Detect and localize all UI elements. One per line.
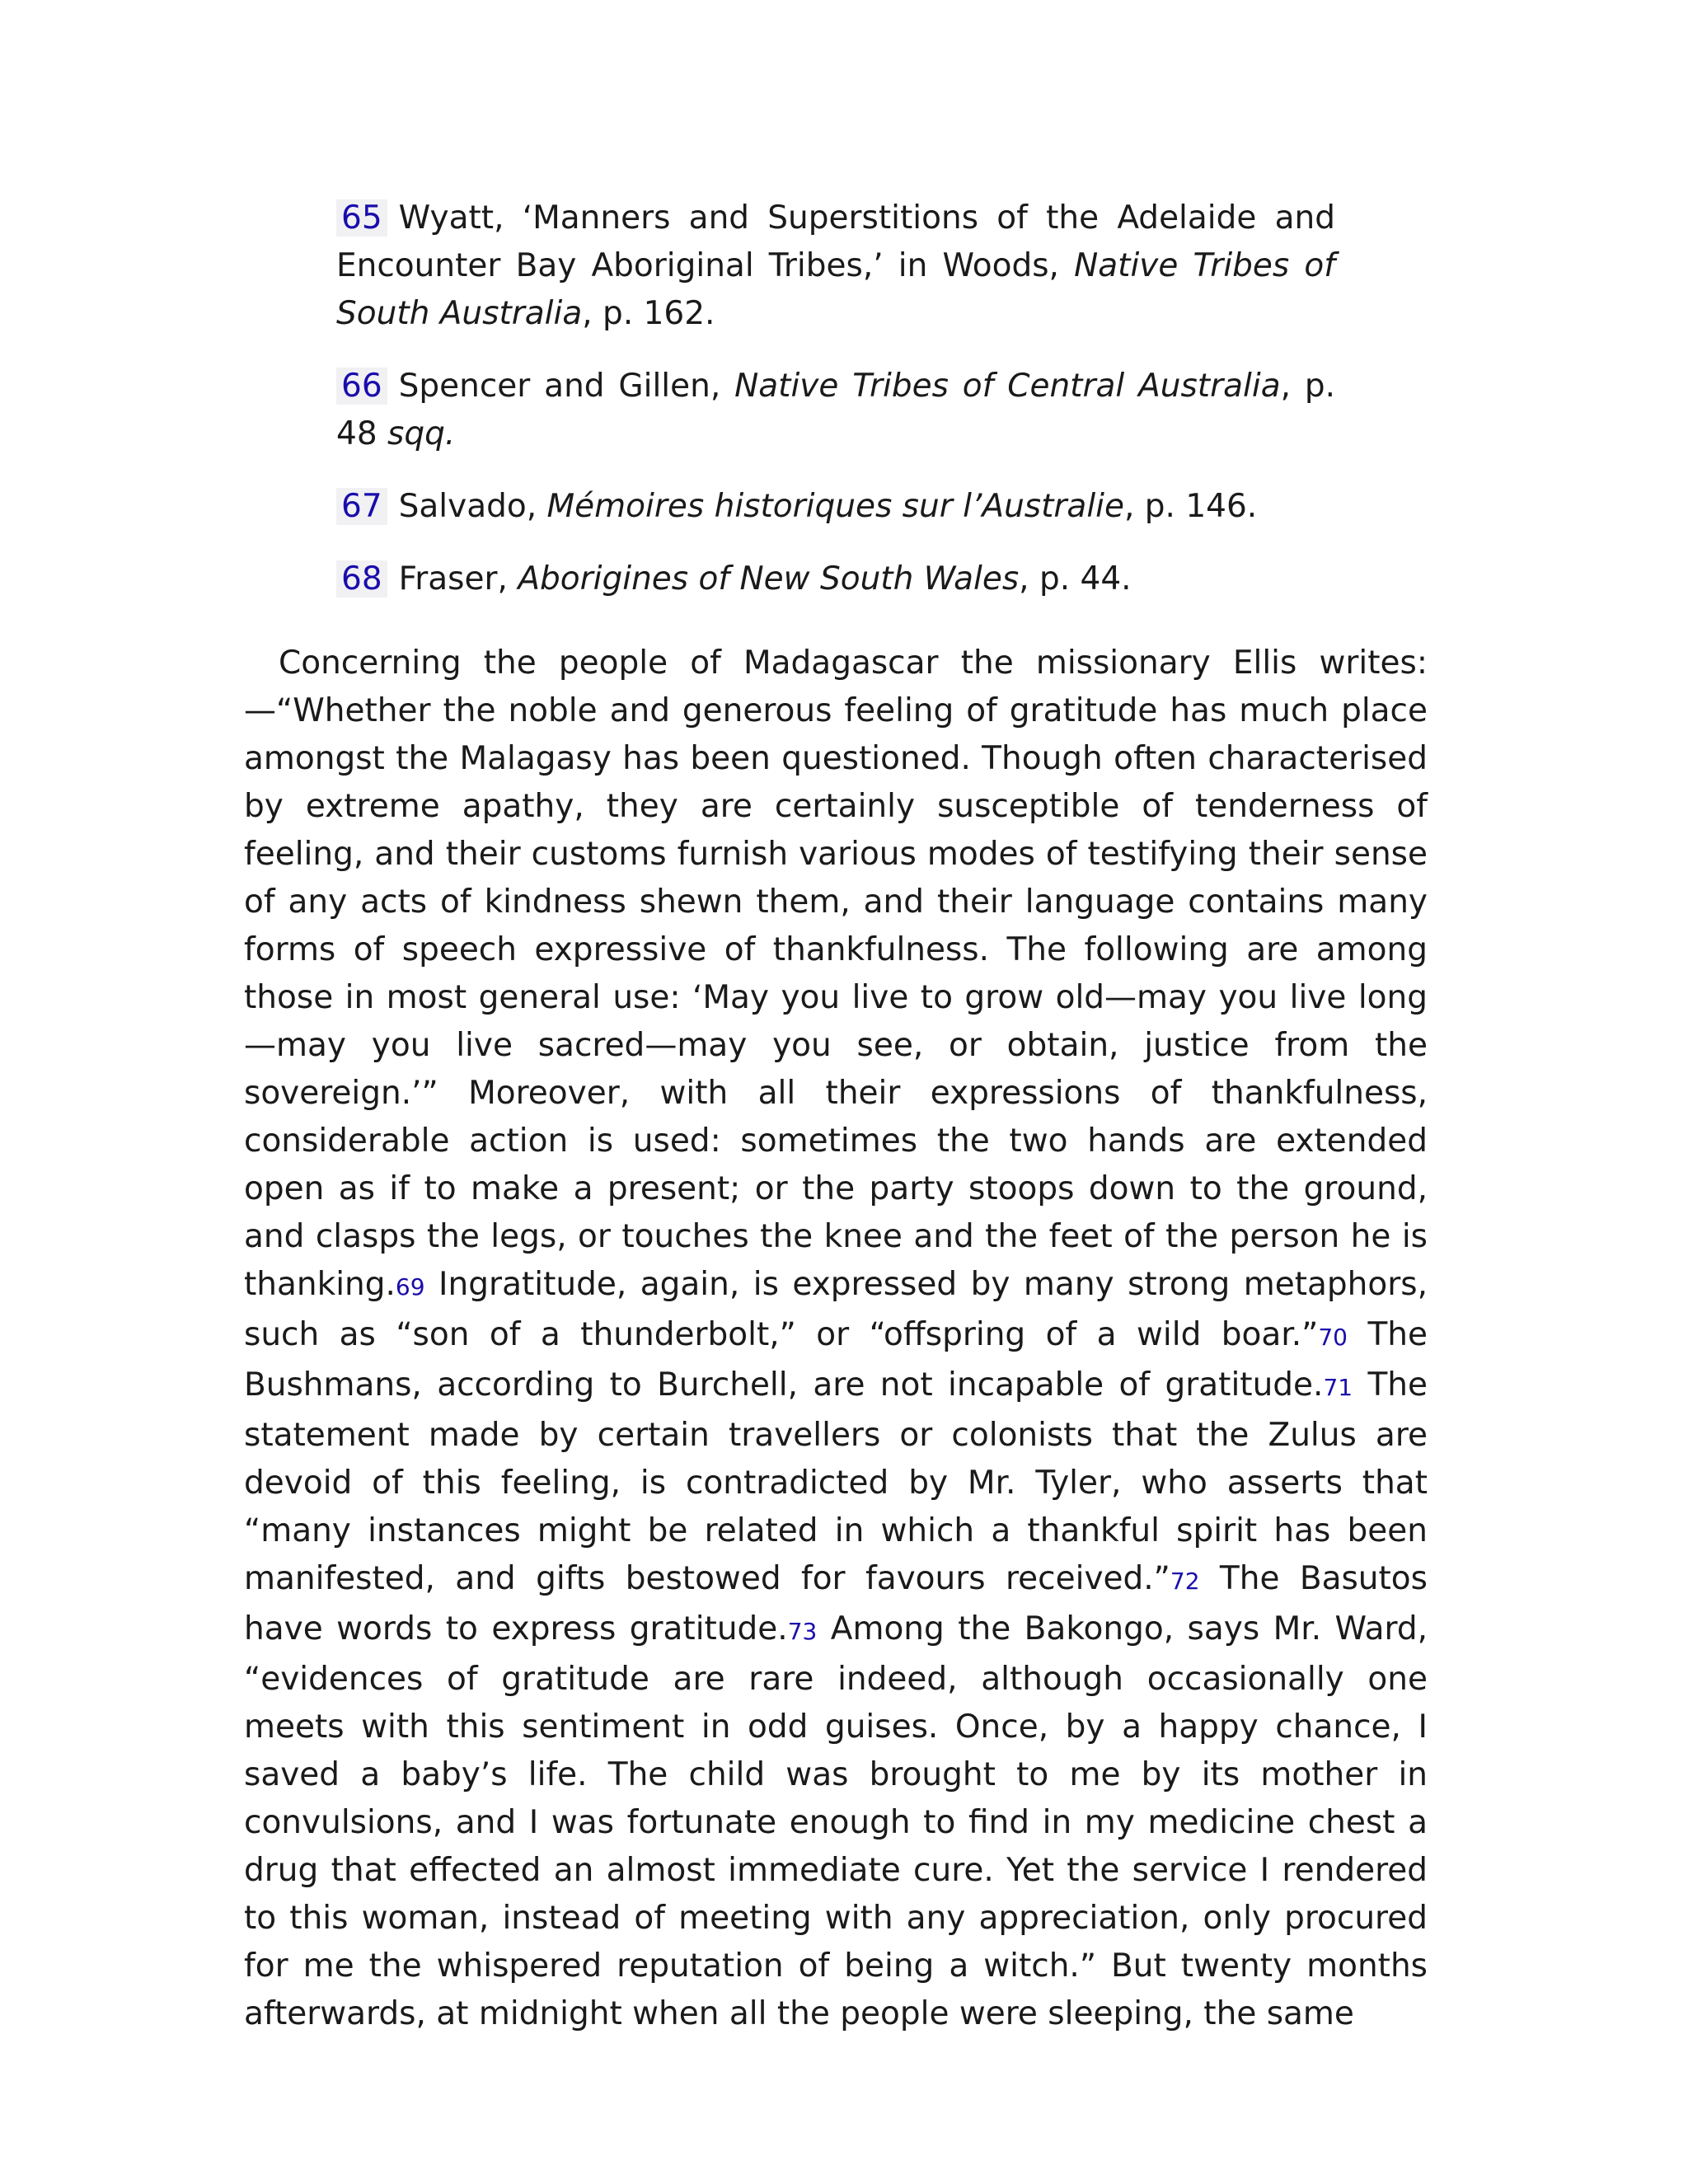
footnotes-list bbox=[336, 194, 1335, 628]
footnote-title: Aborigines of New South Wales bbox=[518, 560, 1020, 598]
footnote-text: Salvado, bbox=[398, 488, 547, 525]
footnote-65 bbox=[336, 194, 1335, 338]
note-ref-73[interactable]: 73 bbox=[787, 1618, 818, 1645]
note-ref-72[interactable]: 72 bbox=[1170, 1568, 1200, 1595]
note-ref-71[interactable]: 71 bbox=[1323, 1374, 1353, 1401]
footnote-number-link[interactable]: 66 bbox=[336, 368, 387, 405]
footnote-number-link[interactable]: 68 bbox=[336, 560, 387, 598]
footnote-title: Native Tribes of South Australia bbox=[336, 247, 1335, 332]
body-text-segment: Concerning the people of Madagascar the missionary Ellis writes:—“Whether the noble and generous feeling of gratitude has much place amongst the Malagasy has been questioned. Though often characterised by extreme apathy, they are certainly susceptible of tenderness of feeling, and their customs furnish various modes of testifying their sense of any acts of kindness shewn them, and their language contains many forms of speech expressive of thankfulness. The following are among those in most general use: ‘May you live to grow old—may you live long—may you live sacred—may you see, or obtain, justice from the sovereign.’” Moreover, with all their expressions of thankfulness, considerable action is used: sometimes the two hands are extended open as if to make a present; or the party stoops down to the ground, and clasps the legs, or touches the knee and the feet of the person he is thanking. bbox=[244, 644, 1428, 1303]
footnote-text: Spencer and Gillen, bbox=[398, 368, 735, 405]
note-ref-70[interactable]: 70 bbox=[1318, 1324, 1348, 1351]
body-text-segment: The statement made by certain travellers or colonists that the Zulus are devoid of this feeling, is contradicted by Mr. Tyler, who asserts that “many instances might be related in which a thankful spirit has been manifested, and gifts bestowed for favours received.” bbox=[244, 1366, 1428, 1597]
footnote-text: Fraser, bbox=[398, 560, 518, 598]
footnote-text: , p. 146. bbox=[1124, 488, 1258, 525]
footnote-number-link[interactable]: 67 bbox=[336, 488, 387, 525]
footnote-abbreviation: sqq. bbox=[387, 415, 456, 452]
footnote-68 bbox=[336, 555, 1335, 603]
body-text-segment: The Bushmans, according to Burchell, are not incapable of gratitude. bbox=[244, 1316, 1428, 1404]
footnote-title: Native Tribes of Central Australia bbox=[734, 368, 1281, 405]
footnote-text: , p. 48 bbox=[336, 368, 1335, 452]
footnote-67 bbox=[336, 483, 1335, 531]
body-text-segment: The Basutos have words to express gratitude. bbox=[244, 1560, 1428, 1647]
footnote-number-link[interactable]: 65 bbox=[336, 199, 387, 237]
note-ref-69[interactable]: 69 bbox=[395, 1273, 425, 1301]
footnote-66 bbox=[336, 363, 1335, 458]
footnote-text: Wyatt, ‘Manners and Superstitions of the Adelaide and Encounter Bay Aboriginal Tribes,’ in Woods, bbox=[336, 199, 1335, 284]
footnote-text: , p. 44. bbox=[1019, 560, 1132, 598]
body-text-segment: Among the Bakongo, says Mr. Ward, “evidences of gratitude are rare indeed, although occasionally one meets with this sentiment in odd guises. Once, by a happy chance, I saved a baby’s life. The child was brought to me by its mother in convulsions, and I was fortunate enough to find in my medicine chest a drug that effected an almost immediate cure. Yet the service I rendered to this woman, instead of meeting with any appreciation, only procured for me the whispered reputation of being a witch.” But twenty months afterwards, at midnight when all the people were sleeping, the same bbox=[244, 1610, 1428, 2032]
body-text-segment: Ingratitude, again, is expressed by many strong metaphors, such as “son of a thunderbolt,” or “offspring of a wild boar.” bbox=[244, 1266, 1428, 1353]
footnote-title: Mémoires historiques sur l’Australie bbox=[546, 488, 1124, 525]
footnote-text: , p. 162. bbox=[582, 295, 715, 332]
body-paragraph bbox=[244, 640, 1428, 2038]
